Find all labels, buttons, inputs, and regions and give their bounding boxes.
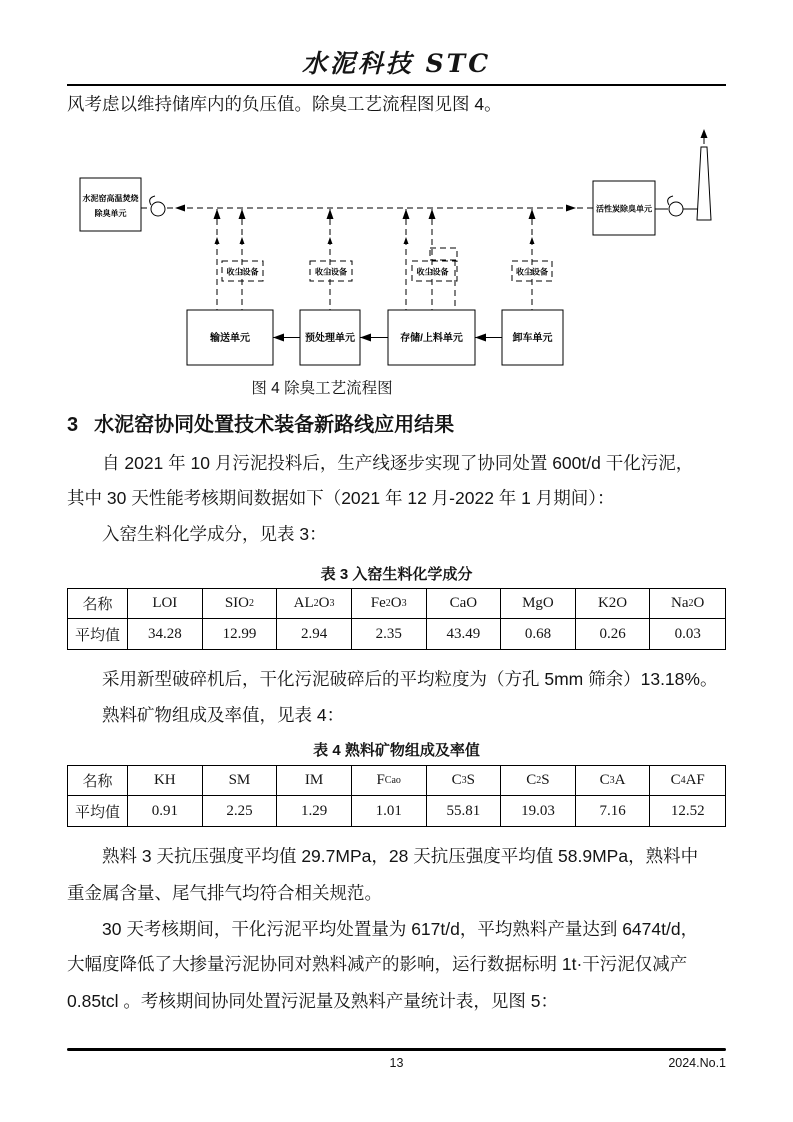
table4-header-cell: F Cao xyxy=(352,766,427,796)
table3-value-cell: 2.35 xyxy=(352,619,427,649)
table4-value-cell: 1.01 xyxy=(352,796,427,826)
table4-value-cell: 1.29 xyxy=(277,796,352,826)
table4-header-cell: C 4 AF xyxy=(650,766,725,796)
table3-header-cell: Na 2 O xyxy=(650,589,725,619)
paragraph-line: 大幅度降低了大掺量污泥协同对熟料减产的影响，运行数据标明 1t·干污泥仅减产 xyxy=(67,954,688,974)
table4 xyxy=(67,765,726,827)
stack-exhaust-arrow xyxy=(701,129,708,138)
figure4-flow-diagram xyxy=(0,125,793,380)
table4-value-cell: 19.03 xyxy=(501,796,576,826)
unloading-unit-label: 卸车单元 xyxy=(512,333,553,344)
section3-heading xyxy=(67,408,454,437)
journal-title: 水泥科技 STC xyxy=(301,49,492,78)
paragraph-line: 其中 30 天性能考核期间数据如下（2021 年 12 月-2022 年 1 月期间）： xyxy=(67,488,615,508)
kiln-unit-label-line2: 除臭单元 xyxy=(94,209,127,218)
table4-header-cell: KH xyxy=(128,766,203,796)
figure4-caption: 图 4 除臭工艺流程图 xyxy=(251,380,393,397)
table3-header-cell: SIO 2 xyxy=(203,589,278,619)
table4-row-label: 平均值 xyxy=(68,796,128,826)
table4-value-cell: 0.91 xyxy=(128,796,203,826)
table3-value-cell: 0.03 xyxy=(674,625,701,642)
table3 xyxy=(67,588,726,650)
table3-header-cell: Fe 2 O 3 xyxy=(352,589,427,619)
page-number: 13 xyxy=(389,1056,404,1070)
flow-arrow-right xyxy=(566,205,576,212)
section3-title: 水泥窑协同处置技术装备新路线应用结果 xyxy=(94,414,455,436)
issue-label: 2024.No.1 xyxy=(668,1056,726,1070)
table4-value-cell: 2.25 xyxy=(203,796,278,826)
table4-value-cell: 55.81 xyxy=(427,796,502,826)
table4-header-cell: IM xyxy=(277,766,352,796)
table3-header-cell: AL 2 O 3 xyxy=(277,589,352,619)
header-rule xyxy=(67,84,726,86)
table3-caption: 表 3 入窑生料化学成分 xyxy=(320,566,473,583)
table3-header-cell: 名称 xyxy=(68,589,128,619)
kiln-unit-label-line1: 水泥窑高温焚烧 xyxy=(82,194,139,203)
fan-icon xyxy=(150,196,165,216)
kiln-deodorization-unit-box xyxy=(80,178,141,231)
table3-header-cell: K2O xyxy=(576,589,651,619)
table4-header-cell: C 3 A xyxy=(576,766,651,796)
table3-header-cell: MgO xyxy=(501,589,576,619)
table3-value-cell: 12.99 xyxy=(203,619,278,649)
table3-row-label: 平均值 xyxy=(68,619,128,649)
table3-value-cell: 0.68 xyxy=(501,619,576,649)
table4-caption: 表 4 熟料矿物组成及率值 xyxy=(313,742,480,759)
dust-collector-label: 收尘设备 xyxy=(516,267,548,277)
pretreatment-unit-label: 预处理单元 xyxy=(305,333,355,344)
table4-header-cell: C 2 S xyxy=(501,766,576,796)
table4-header-cell: C 3 S xyxy=(427,766,502,796)
paragraph-line: 重金属含量、尾气排气均符合相关规范。 xyxy=(67,883,382,903)
flow-arrow-left xyxy=(175,205,185,212)
table3-value-cell: 0.26 xyxy=(576,619,651,649)
conveying-unit-label: 输送单元 xyxy=(210,333,250,344)
dust-collector-label: 收尘设备 xyxy=(416,267,449,277)
intro-paragraph: 风考虑以维持储库内的负压值。除臭工艺流程图见图 4。 xyxy=(67,94,502,114)
dust-collector-label: 收尘设备 xyxy=(315,267,347,277)
paragraph-line: 30 天考核期间，干化污泥平均处置量为 617t/d，平均熟料产量达到 6474t/d， xyxy=(102,919,699,939)
fan-icon xyxy=(668,196,683,216)
table4-header-cell: SM xyxy=(203,766,278,796)
exhaust-stack xyxy=(697,147,711,220)
table4-value-cell: 12.52 xyxy=(670,802,705,819)
table4-header-cell: 名称 xyxy=(68,766,128,796)
dust-collector-boxes xyxy=(222,248,552,281)
paragraph-line: 0.85tcl 。考核期间协同处置污泥量及熟料产量统计表，见图 5： xyxy=(67,991,559,1011)
storage-feeding-unit-label: 存储/上料单元 xyxy=(400,333,463,344)
paragraph-line: 熟料矿物组成及率值，见表 4： xyxy=(102,705,345,725)
table3-header-cell: CaO xyxy=(427,589,502,619)
paragraph-line: 熟料 3 天抗压强度平均值 29.7MPa，28 天抗压强度平均值 58.9MPa，熟料中 xyxy=(102,846,699,866)
section3-number: 3 xyxy=(67,414,79,436)
riser-lines xyxy=(214,209,536,310)
table3-value-cell: 34.28 xyxy=(128,619,203,649)
table3-value-cell: 2.94 xyxy=(277,619,352,649)
table4-value-cell: 7.16 xyxy=(576,796,651,826)
paragraph-line: 自 2021 年 10 月污泥投料后，生产线逐步实现了协同处置 600t/d 干化污泥， xyxy=(102,453,694,473)
table3-header-cell: LOI xyxy=(128,589,203,619)
activated-carbon-unit-label: 活性炭除臭单元 xyxy=(596,204,652,214)
footer-rule xyxy=(67,1048,726,1051)
table3-value-cell: 43.49 xyxy=(427,619,502,649)
dust-collector-label: 收尘设备 xyxy=(226,267,259,277)
paragraph-line: 入窑生料化学成分，见表 3： xyxy=(102,524,327,544)
paragraph-line: 采用新型破碎机后，干化污泥破碎后的平均粒度为（方孔 5mm 筛余）13.18%。 xyxy=(102,669,718,689)
